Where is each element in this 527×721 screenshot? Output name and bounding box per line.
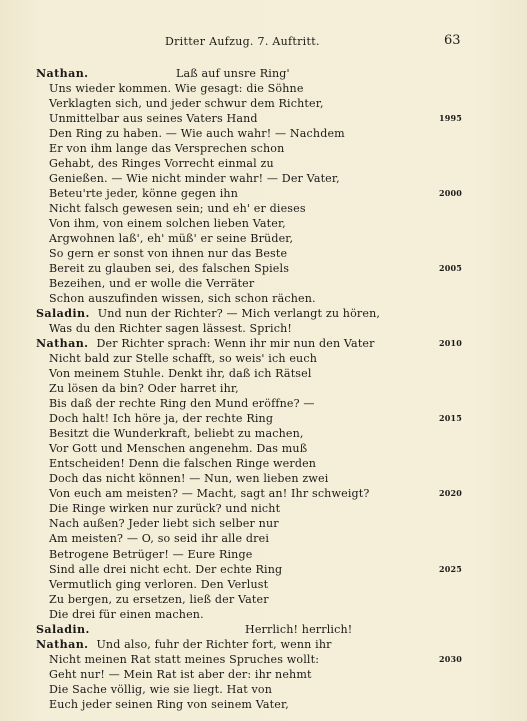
speaker-line <box>36 306 466 321</box>
verse-text: Die Ringe wirken nur zurück? und nicht <box>49 502 281 516</box>
verse-line <box>36 426 466 441</box>
verse-number: 2010 <box>439 338 463 349</box>
verse-number: 2030 <box>439 653 463 664</box>
verse-line <box>36 456 466 471</box>
verse-line <box>36 652 466 667</box>
verse-line <box>36 81 466 96</box>
verse-line <box>36 486 466 501</box>
verse-text: Doch halt! Ich höre ja, der rechte Ring <box>49 412 274 426</box>
speaker-line <box>36 336 466 351</box>
verse-line <box>36 531 466 546</box>
verse-text: Bereit zu glauben sei, des falschen Spiels <box>49 262 290 276</box>
verse-text: Doch das nicht können! — Nun, wen lieben zwei <box>49 472 329 486</box>
verse-text: Und nun der Richter? — Mich verlangt zu hören, <box>97 307 381 321</box>
verse-line <box>36 96 466 111</box>
page-number: 63 <box>444 33 461 48</box>
speaker-name: Nathan. <box>36 637 89 651</box>
verse-line <box>36 562 466 577</box>
verse-text: Besitzt die Wunderkraft, beliebt zu machen, <box>49 427 304 441</box>
verse-line <box>36 276 466 291</box>
verse-line <box>36 411 466 426</box>
verse-line <box>36 201 466 216</box>
verse-line <box>36 261 466 276</box>
verse-text: Von meinem Stuhle. Denkt ihr, daß ich Rätsel <box>49 367 312 381</box>
verse-line <box>36 501 466 516</box>
verse-line <box>36 516 466 531</box>
verse-number: 2020 <box>439 488 463 499</box>
verse-text: Zu lösen da bin? Oder harret ihr, <box>49 382 239 396</box>
speaker-name: Nathan. <box>36 337 89 351</box>
verse-text: Vermutlich ging verloren. Den Verlust <box>49 577 269 591</box>
verse-text: Die Sache völlig, wie sie liegt. Hat von <box>49 682 273 696</box>
verse-text: Den Ring zu haben. — Wie auch wahr! — Nachdem <box>49 127 345 141</box>
verse-number: 2005 <box>439 263 463 274</box>
verse-number: 2000 <box>439 188 463 199</box>
verse-line <box>36 381 466 396</box>
verse-line <box>36 682 466 697</box>
verse-line <box>36 246 466 261</box>
verse-number: 1995 <box>439 113 463 124</box>
verse-text: Euch jeder seinen Ring von seinem Vater, <box>49 697 289 711</box>
verse-text: Von euch am meisten? — Macht, sagt an! Ihr schweigt? <box>49 487 370 501</box>
verse-text: Der Richter sprach: Wenn ihr mir nun den Vater <box>96 337 375 351</box>
verse-number: 2025 <box>439 563 463 574</box>
verse-text: Nicht meinen Rat statt meines Spruches wollt: <box>49 652 320 666</box>
verse-line <box>36 396 466 411</box>
verse-line <box>36 216 466 231</box>
verse-line <box>36 366 466 381</box>
verse-text: Und also, fuhr der Richter fort, wenn ihr <box>96 637 332 651</box>
verse-text: Nach außen? Jeder liebt sich selber nur <box>49 517 279 531</box>
verse-text: Betrogene Betrüger! — Eure Ringe <box>49 547 253 561</box>
verse-line <box>36 667 466 682</box>
verse-text: Herrlich! herrlich! <box>245 622 353 636</box>
speaker-name: Nathan. <box>36 67 89 80</box>
verse-number: 2015 <box>439 413 463 424</box>
verse-text: So gern er sonst von ihnen nur das Beste <box>49 247 288 261</box>
verse-text: Verklagten sich, und jeder schwur dem Richter, <box>49 97 324 111</box>
verse-text: Was du den Richter sagen lässest. Sprich! <box>49 322 292 336</box>
verse-line <box>36 441 466 456</box>
verse-text: Am meisten? — O, so seid ihr alle drei <box>49 532 270 546</box>
verse-text: Beteu'rte jeder, könne gegen ihn <box>49 187 239 201</box>
verse-line <box>36 111 466 126</box>
verse-text: Unmittelbar aus seines Vaters Hand <box>49 112 258 126</box>
speaker-line <box>36 66 466 81</box>
verse-line <box>36 697 466 712</box>
speaker-name: Saladin. <box>36 622 90 636</box>
verse-text: Uns wieder kommen. Wie gesagt: die Söhne <box>49 82 304 96</box>
verse-line <box>36 126 466 141</box>
verse-text: Bezeihen, und er wolle die Verräter <box>49 277 255 291</box>
verse-line <box>36 171 466 186</box>
verse-line <box>36 321 466 336</box>
verse-text: Bis daß der rechte Ring den Mund eröffne? — <box>49 397 315 411</box>
verse-line <box>36 592 466 607</box>
verse-text: Laß auf unsre Ring' <box>176 67 290 80</box>
verse-text: Argwohnen laß', eh' müß' er seine Brüder, <box>49 232 294 246</box>
speaker-name: Saladin. <box>36 307 90 321</box>
verse-text: Schon auszufinden wissen, sich schon rächen. <box>49 292 316 306</box>
verse-line <box>36 231 466 246</box>
verse-line <box>36 351 466 366</box>
verse-line <box>36 547 466 562</box>
verse-text: Die drei für einen machen. <box>49 607 204 621</box>
verse-text: Er von ihm lange das Versprechen schon <box>49 142 285 156</box>
verse-text: Genießen. — Wie nicht minder wahr! — Der Vater, <box>49 172 340 186</box>
verse-text: Geht nur! — Mein Rat ist aber der: ihr nehmt <box>49 667 312 681</box>
verse-text: Vor Gott und Menschen angenehm. Das muß <box>49 442 308 456</box>
speaker-line <box>36 637 466 652</box>
speaker-line <box>36 622 466 637</box>
verse-line <box>36 471 466 486</box>
verse-line <box>36 291 466 306</box>
verse-line <box>36 577 466 592</box>
verse-text: Entscheiden! Denn die falschen Ringe werden <box>49 457 317 471</box>
verse-text: Von ihm, von einem solchen lieben Vater, <box>49 217 286 231</box>
page-header <box>0 33 527 53</box>
running-title: Dritter Aufzug. 7. Auftritt. <box>165 35 320 48</box>
verse-line <box>36 186 466 201</box>
verse-text: Zu bergen, zu ersetzen, ließ der Vater <box>49 592 269 606</box>
verse-line <box>36 156 466 171</box>
verse-text: Sind alle drei nicht echt. Der echte Ring <box>49 562 283 576</box>
verse-line <box>36 607 466 622</box>
verse-line <box>36 141 466 156</box>
verse-text: Gehabt, des Ringes Vorrecht einmal zu <box>49 157 274 171</box>
verse-text: Nicht falsch gewesen sein; und eh' er dieses <box>49 202 306 216</box>
drama-text <box>36 66 466 712</box>
verse-text: Nicht bald zur Stelle schafft, so weis' ich euch <box>49 352 317 366</box>
